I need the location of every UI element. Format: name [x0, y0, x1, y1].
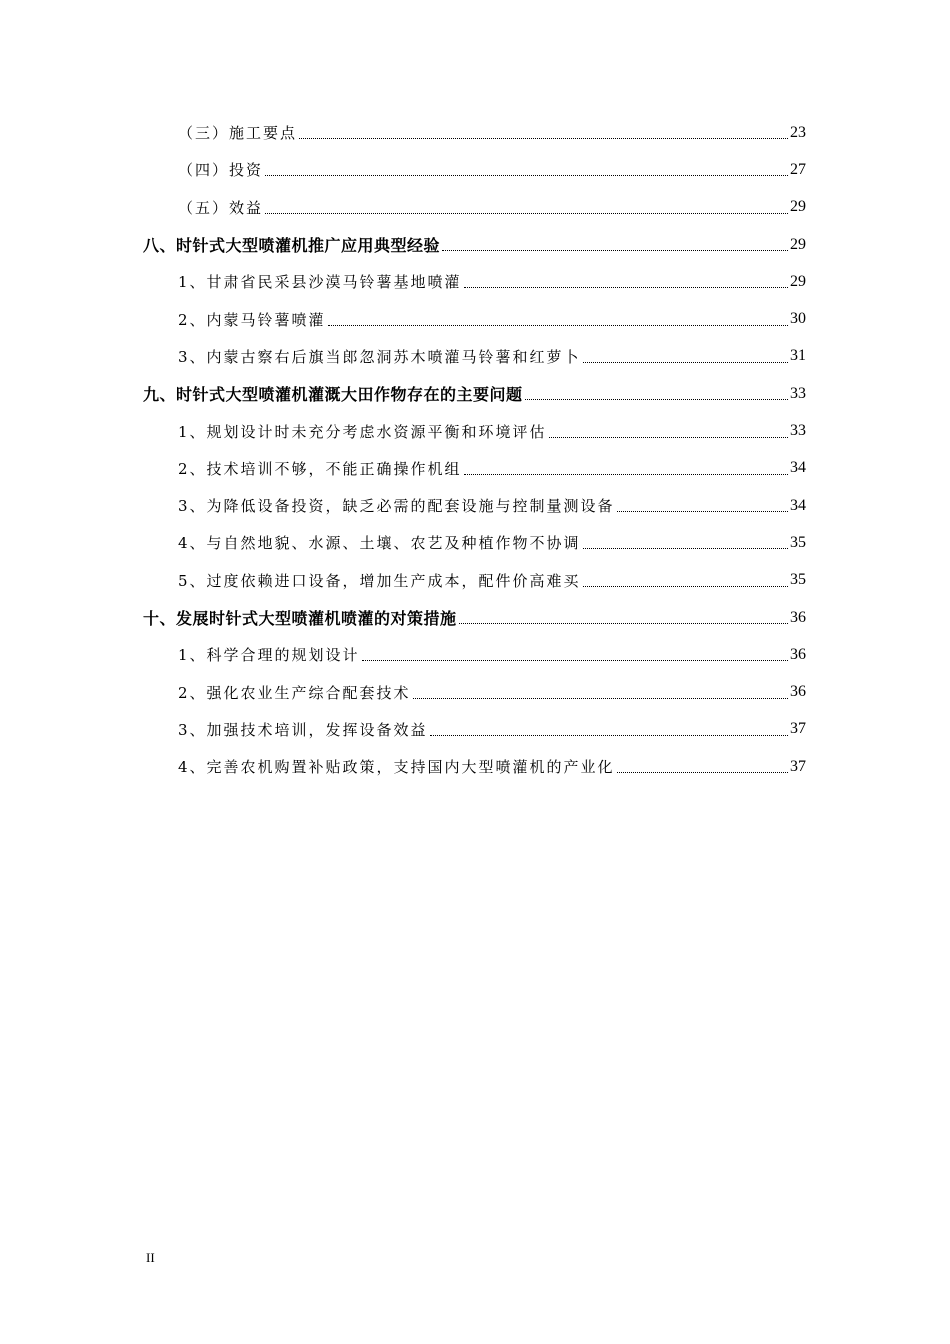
toc-entry-title: 4、完善农机购置补贴政策，支持国内大型喷灌机的产业化: [178, 758, 615, 777]
toc-page-number: 36: [790, 608, 806, 626]
toc-entry[interactable]: [0, 338, 806, 375]
toc-page-number: 34: [790, 459, 806, 477]
toc-dot-leader: [442, 250, 788, 251]
footer-page-number: II: [146, 1250, 155, 1265]
toc-chapter-title: 八、时针式大型喷灌机推广应用典型经验: [143, 236, 441, 256]
toc-page-number: 33: [790, 384, 806, 402]
toc-entry[interactable]: [0, 524, 806, 561]
toc-page-number: 36: [790, 683, 806, 701]
toc-chapter-entry[interactable]: [0, 599, 806, 636]
toc-page-number: 29: [790, 235, 806, 253]
toc-entry[interactable]: [0, 412, 806, 449]
toc-entry-title: （三）施工要点: [178, 124, 298, 143]
toc-entry[interactable]: [0, 263, 806, 300]
toc-dot-leader: [265, 213, 788, 214]
toc-entry-title: 5、过度依赖进口设备，增加生产成本，配件价高难买: [178, 571, 581, 590]
toc-entry-title: 1、规划设计时未充分考虑水资源平衡和环境评估: [178, 422, 547, 441]
toc-page-number: 33: [790, 422, 806, 440]
toc-entry[interactable]: [0, 300, 806, 337]
toc-entry[interactable]: [0, 114, 806, 151]
toc-chapter-entry[interactable]: [0, 226, 806, 263]
table-of-contents: [0, 114, 950, 785]
toc-chapter-entry[interactable]: [0, 375, 806, 412]
toc-dot-leader: [413, 698, 788, 699]
toc-dot-leader: [583, 548, 788, 549]
toc-page-number: 29: [790, 198, 806, 216]
toc-entry-title: 4、与自然地貌、水源、土壤、农艺及种植作物不协调: [178, 534, 581, 553]
toc-dot-leader: [583, 586, 788, 587]
toc-entry[interactable]: [0, 189, 806, 226]
toc-entry-title: 2、技术培训不够，不能正确操作机组: [178, 459, 462, 478]
toc-page-number: 35: [790, 533, 806, 551]
toc-page-number: 34: [790, 496, 806, 514]
toc-dot-leader: [459, 623, 788, 624]
toc-page-number: 30: [790, 310, 806, 328]
toc-entry-title: 2、内蒙马铃薯喷灌: [178, 310, 326, 329]
toc-page-number: 37: [790, 757, 806, 775]
toc-dot-leader: [464, 474, 788, 475]
toc-entry[interactable]: [0, 450, 806, 487]
toc-entry[interactable]: [0, 748, 806, 785]
toc-dot-leader: [430, 735, 788, 736]
toc-entry[interactable]: [0, 487, 806, 524]
toc-dot-leader: [617, 772, 788, 773]
toc-page-number: 27: [790, 160, 806, 178]
toc-entry-title: （四）投资: [178, 161, 264, 180]
toc-entry[interactable]: [0, 636, 806, 673]
toc-entry[interactable]: [0, 151, 806, 188]
toc-dot-leader: [525, 399, 788, 400]
toc-page-number: 31: [790, 347, 806, 365]
toc-entry-title: 1、甘肃省民采县沙漠马铃薯基地喷灌: [178, 273, 462, 292]
toc-page-number: 36: [790, 645, 806, 663]
toc-entry-title: （五）效益: [178, 198, 264, 217]
toc-entry-title: 3、为降低设备投资，缺乏必需的配套设施与控制量测设备: [178, 497, 615, 516]
toc-entry-title: 3、加强技术培训，发挥设备效益: [178, 720, 428, 739]
toc-entry-title: 2、强化农业生产综合配套技术: [178, 683, 411, 702]
toc-dot-leader: [549, 437, 788, 438]
toc-dot-leader: [583, 362, 788, 363]
toc-entry-title: 1、科学合理的规划设计: [178, 646, 360, 665]
toc-page-number: 35: [790, 571, 806, 589]
toc-entry[interactable]: [0, 562, 806, 599]
toc-dot-leader: [299, 138, 788, 139]
toc-dot-leader: [265, 175, 788, 176]
toc-dot-leader: [328, 325, 788, 326]
toc-dot-leader: [617, 511, 788, 512]
toc-chapter-title: 九、时针式大型喷灌机灌溉大田作物存在的主要问题: [143, 385, 523, 405]
toc-chapter-title: 十、发展时针式大型喷灌机喷灌的对策措施: [143, 609, 457, 628]
toc-page-number: 37: [790, 720, 806, 738]
toc-entry[interactable]: [0, 673, 806, 710]
toc-entry[interactable]: [0, 711, 806, 748]
toc-dot-leader: [464, 287, 788, 288]
toc-dot-leader: [362, 660, 788, 661]
toc-entry-title: 3、内蒙古察右后旗当郎忽洞苏木喷灌马铃薯和红萝卜: [178, 347, 581, 366]
toc-page-number: 29: [790, 272, 806, 290]
toc-page-number: 23: [790, 123, 806, 141]
